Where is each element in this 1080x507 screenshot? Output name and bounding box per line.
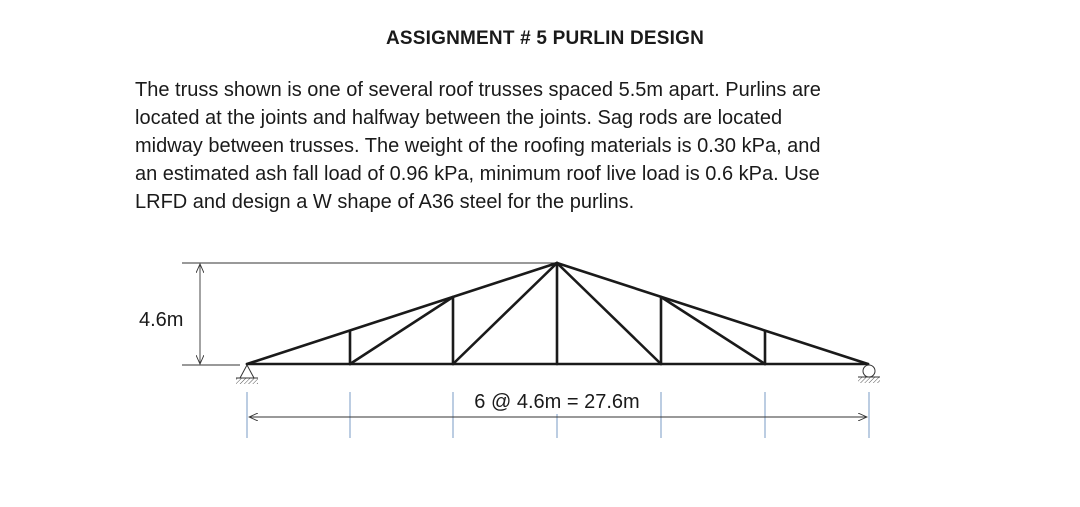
problem-line: located at the joints and halfway between the joints. Sag rods are located — [135, 107, 783, 129]
diagonal-member — [661, 297, 765, 364]
diagonal-member — [453, 263, 557, 364]
problem-line: LRFD and design a W shape of A36 steel for the purlins. — [135, 191, 635, 213]
height-label: 4.6m — [139, 309, 184, 331]
truss-members — [247, 263, 868, 364]
problem-line: an estimated ash fall load of 0.96 kPa, minimum roof live load is 0.6 kPa. Use — [135, 163, 820, 185]
diagonal-member — [350, 297, 453, 364]
diagonal-member — [557, 263, 661, 364]
height-dimension — [182, 263, 557, 365]
top-chord-right — [557, 263, 868, 364]
roller-support — [858, 365, 880, 383]
span-label: 6 @ 4.6m = 27.6m — [474, 391, 640, 413]
pin-support — [236, 365, 258, 384]
assignment-title: ASSIGNMENT # 5 PURLIN DESIGN — [385, 28, 705, 49]
problem-line: The truss shown is one of several roof trusses spaced 5.5m apart. Purlins are — [135, 79, 821, 101]
problem-line: midway between trusses. The weight of the roofing materials is 0.30 kPa, and — [135, 135, 821, 157]
top-chord-left — [247, 263, 557, 364]
